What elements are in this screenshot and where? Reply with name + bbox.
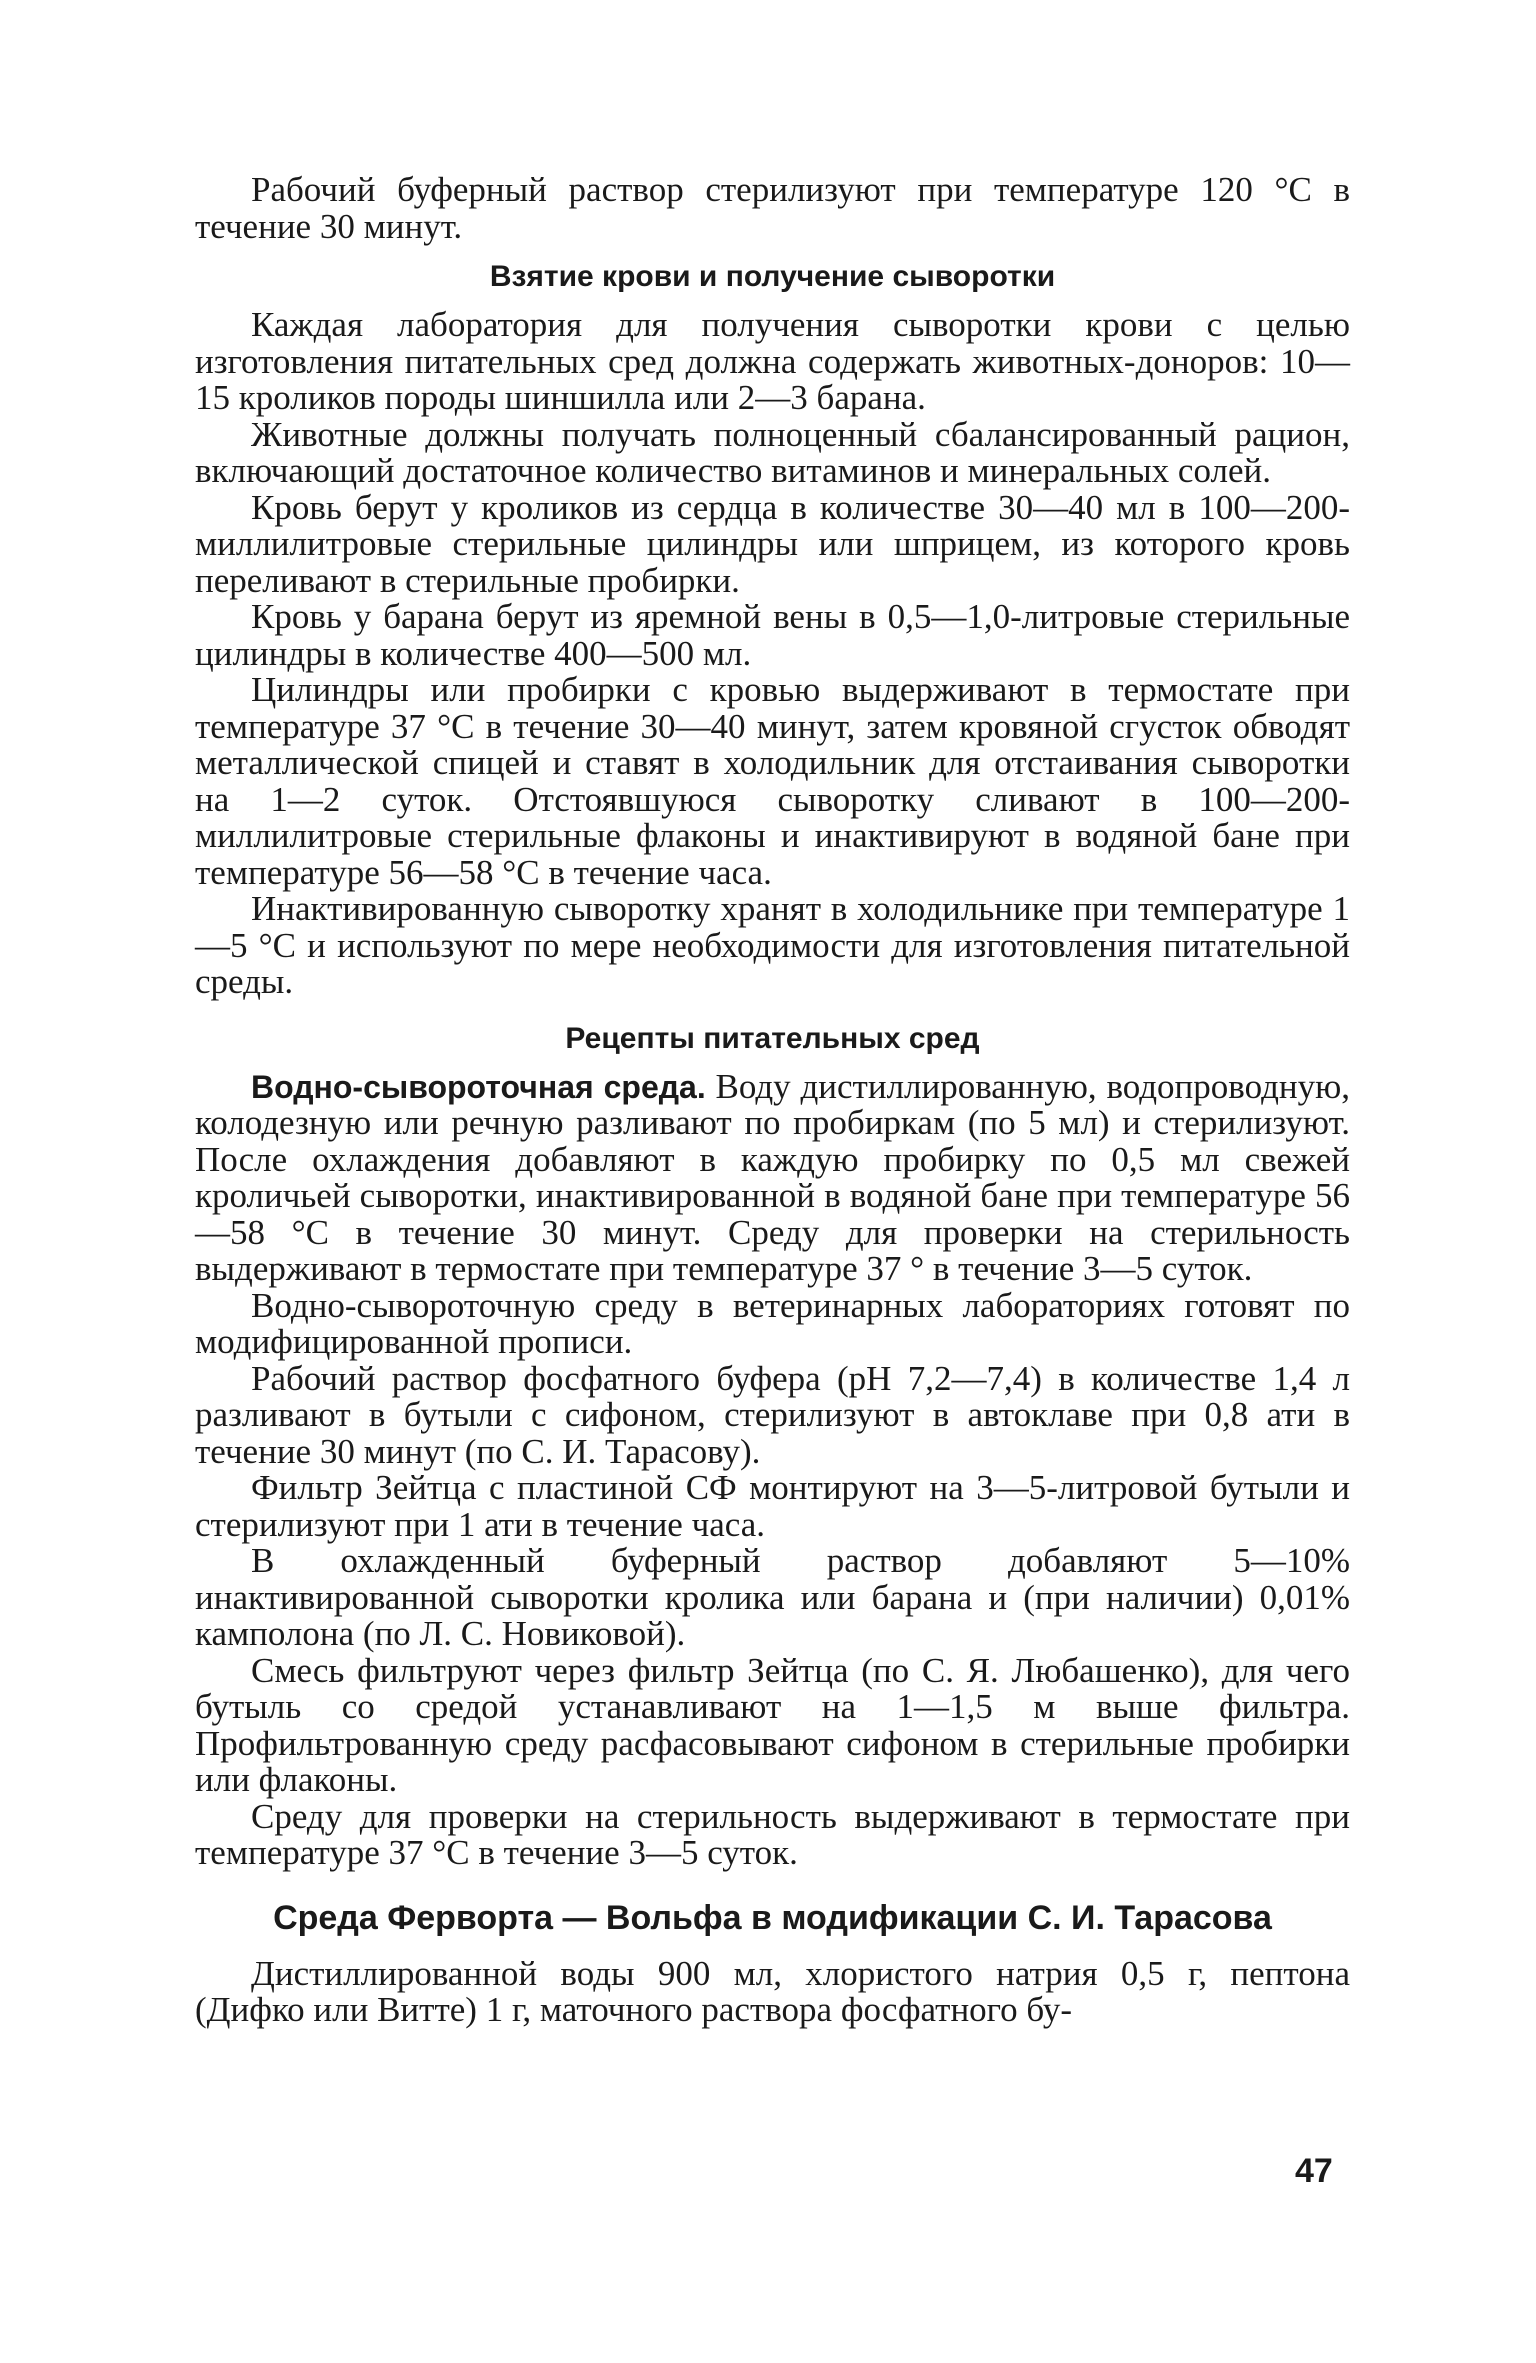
paragraph-serum-storage: Инактивированную сыворотку хранят в холодильнике при температуре 1—5 °С и используют по мере необходимости для изготовления питательной среды. (195, 889, 1350, 1001)
paragraph-ferworth-recipe: Дистиллированной воды 900 мл, хлористого натрия 0,5 г, пептона (Дифко или Витте) 1 г, маточного раствора фосфатного бу- (195, 1953, 1350, 2029)
paragraph-phosphate-buffer: Рабочий раствор фосфатного буфера (рН 7,2—7,4) в количестве 1,4 л разливают в бутыли с сифоном, стерилизуют в автоклаве при 0,8 ати в течение 30 минут (по С. И. Тарасову). (195, 1358, 1350, 1471)
page-number: 47 (1295, 2152, 1333, 2190)
heading-media-recipes: Рецепты питательных сред (565, 1021, 980, 1055)
term-water-serum-medium: Водно-сывороточная среда. (251, 1068, 706, 1105)
paragraph-buffer-sterilization: Рабочий буферный раствор стерилизуют при температуре 120 °С в течение 30 минут. (195, 170, 1350, 246)
heading-ferworth-wolf-medium: Среда Ферворта — Вольфа в модификации С. И. Тарасова (273, 1898, 1272, 1937)
paragraph-donor-animals: Каждая лаборатория для получения сыворотки крови с целью изготовления питательных сред должна содержать животных-доноров: 10—15 кроликов породы шиншилла или 2—3 барана. (195, 305, 1350, 417)
paragraph-modified-recipe: Водно-сывороточную среду в ветеринарных лабораториях готовят по модифицированной прописи. (195, 1285, 1350, 1361)
paragraph-sheep-blood: Кровь у барана берут из яремной вены в 0,5—1,0-литровые стерильные цилиндры в количестве 400—500 мл. (195, 597, 1350, 673)
paragraph-add-serum: В охлажденный буферный раствор добавляют 5—10% инактивированной сыворотки кролика или барана и (при наличии) 0,01% камполона (по Л. С. Новиковой). (195, 1541, 1350, 1653)
paragraph-seitz-filter: Фильтр Зейтца с пластиной СФ монтируют на 3—5-литровой бутыли и стерилизуют при 1 ати в течение часа. (195, 1468, 1350, 1544)
paragraph-water-serum-medium (195, 1066, 1350, 1288)
paragraph-sterility-check: Среду для проверки на стерильность выдерживают в термостате при температуре 37 °С в течение 3—5 суток. (195, 1796, 1350, 1872)
paragraph-filtration: Смесь фильтруют через фильтр Зейтца (по С. Я. Любашенко), для чего бутыль со средой устанавливают на 1—1,5 м выше фильтра. Профильтрованную среду расфасовывают сифоном в стерильные пробирки или флаконы. (195, 1650, 1350, 1799)
paragraph-animal-diet: Животные должны получать полноценный сбалансированный рацион, включающий достаточное количество витаминов и минеральных солей. (195, 414, 1350, 490)
paragraph-water-serum-text: Воду дистиллированную, водопроводную, колодезную или речную разливают по пробиркам (по 5 мл) и стерилизуют. После охлаждения добавляют в каждую пробирку по 0,5 мл свежей кроличьей сыворотки, инактивированной в водяной бане при температуре 56—58 °С в течение 30 минут. Среду для проверки на стерильность выдерживают в термостате при температуре 37 ° в течение 3—5 суток. (195, 1066, 1350, 1288)
paragraph-serum-separation: Цилиндры или пробирки с кровью выдерживают в термостате при температуре 37 °С в течение 30—40 минут, затем кровяной сгусток обводят металлической спицей и ставят в холодильник для отстаивания сыворотки на 1—2 суток. Отстоявшуюся сыворотку сливают в 100—200-миллилитровые стерильные флаконы и инактивируют в водяной бане при температуре 56—58 °С в течение часа. (195, 670, 1350, 892)
page-body (195, 172, 1350, 2029)
paragraph-rabbit-blood: Кровь берут у кроликов из сердца в количестве 30—40 мл в 100—200-миллилитровые стерильные цилиндры или шприцем, из которого кровь переливают в стерильные пробирки. (195, 487, 1350, 600)
heading-blood-collection: Взятие крови и получение сыворотки (489, 260, 1056, 293)
